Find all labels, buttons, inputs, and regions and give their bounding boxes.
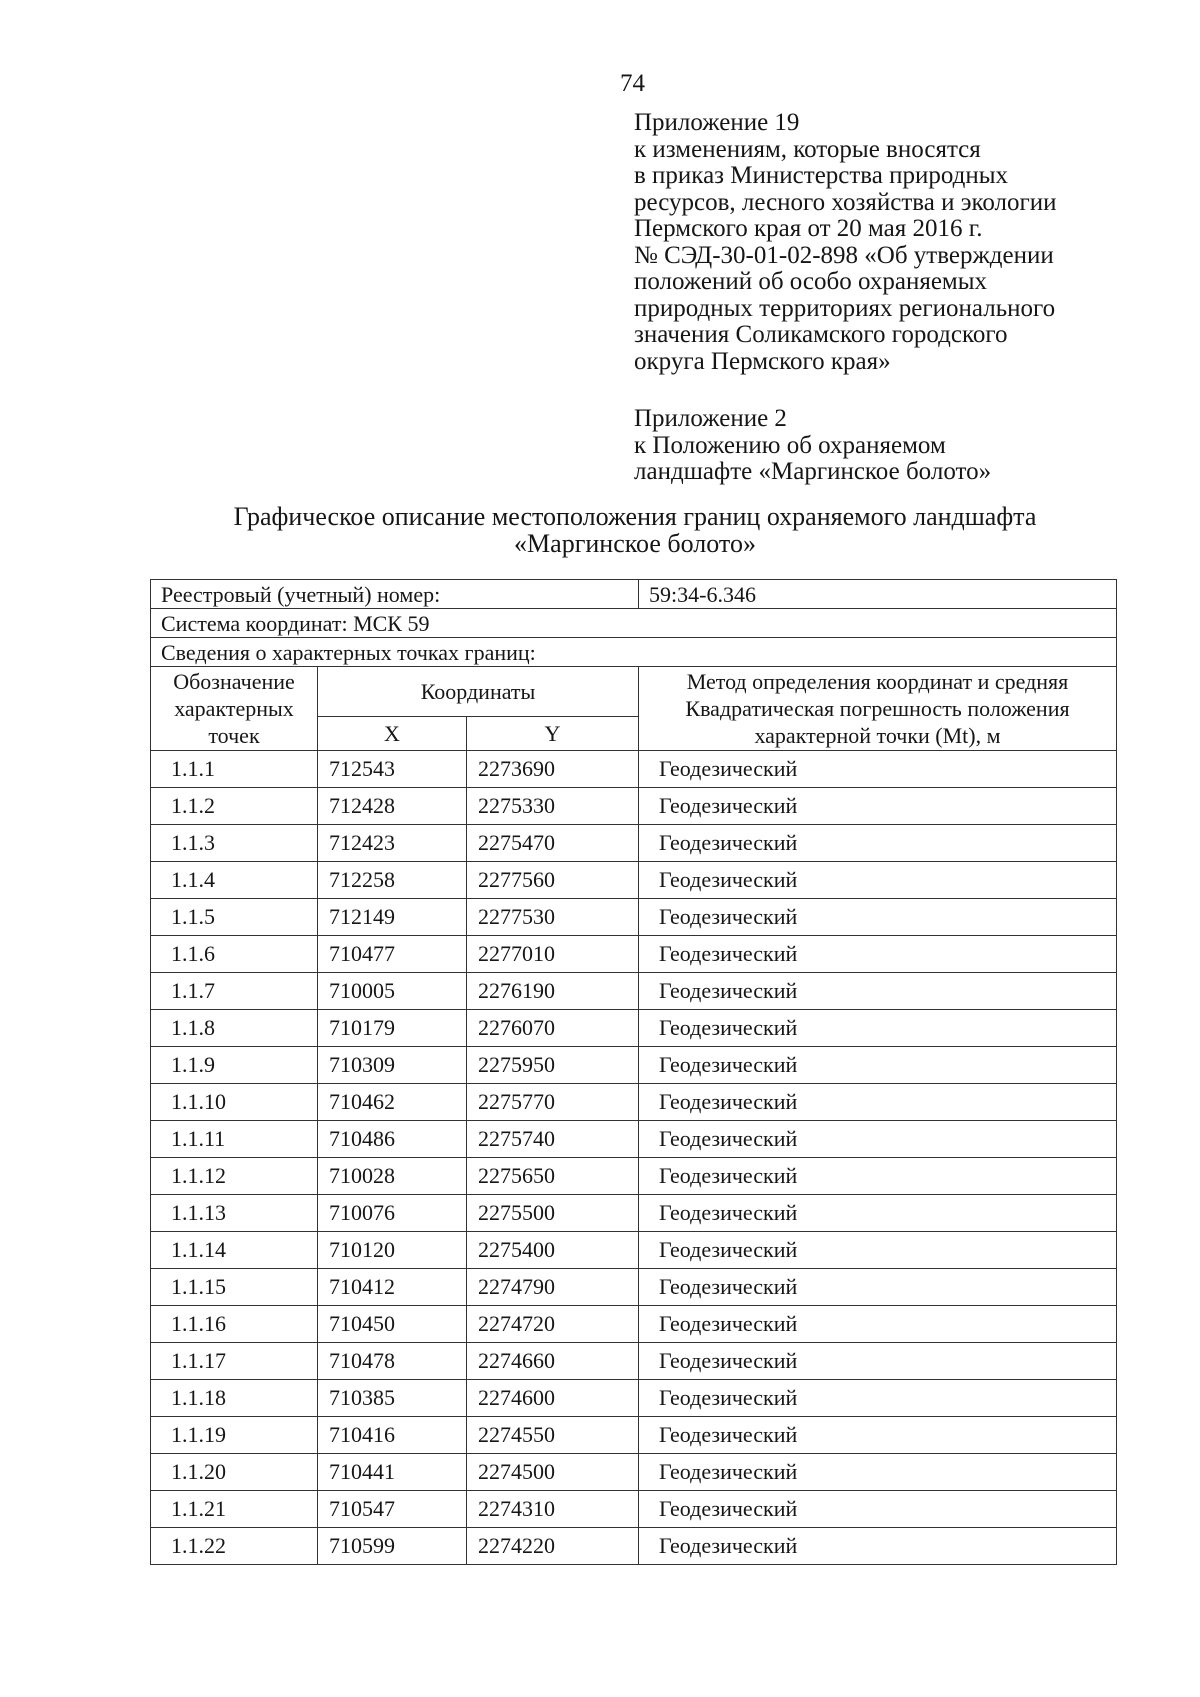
appendix-19-line: к изменениям, которые вносятся	[634, 135, 981, 163]
y-cell: 2274310	[467, 1491, 639, 1528]
coord-system-row	[151, 609, 1117, 638]
appendix-2-line: ландшафте «Маргинское болото»	[634, 458, 992, 485]
x-cell: 710028	[318, 1158, 467, 1195]
y-cell: 2274600	[467, 1380, 639, 1417]
table-row	[151, 825, 1117, 862]
header-row-1	[151, 667, 1117, 717]
appendix-19-line: № СЭД-30-01-02-898 «Об утверждении	[634, 241, 1054, 269]
method-cell: Геодезический	[639, 1306, 1117, 1343]
x-cell: 710385	[318, 1380, 467, 1417]
registry-row	[151, 580, 1117, 609]
point-cell: 1.1.6	[151, 936, 318, 973]
method-cell: Геодезический	[639, 1269, 1117, 1306]
method-cell: Геодезический	[639, 1195, 1117, 1232]
header-method	[639, 667, 1117, 751]
appendix-19-line: природных территориях регионального	[634, 294, 1056, 322]
appendix-2-header	[634, 406, 1174, 486]
point-cell: 1.1.18	[151, 1380, 318, 1417]
point-cell: 1.1.10	[151, 1084, 318, 1121]
y-cell: 2277560	[467, 862, 639, 899]
point-cell: 1.1.11	[151, 1121, 318, 1158]
y-cell: 2276070	[467, 1010, 639, 1047]
x-cell: 710450	[318, 1306, 467, 1343]
table-row	[151, 1491, 1117, 1528]
method-cell: Геодезический	[639, 1084, 1117, 1121]
point-cell: 1.1.8	[151, 1010, 318, 1047]
point-cell: 1.1.7	[151, 973, 318, 1010]
table-row	[151, 1306, 1117, 1343]
y-cell: 2275770	[467, 1084, 639, 1121]
y-cell: 2274660	[467, 1343, 639, 1380]
table-row	[151, 1343, 1117, 1380]
method-cell: Геодезический	[639, 973, 1117, 1010]
points-info: Сведения о характерных точках границ:	[151, 638, 1117, 667]
header-x: X	[318, 717, 467, 751]
header-y: Y	[467, 717, 639, 751]
method-cell: Геодезический	[639, 1047, 1117, 1084]
x-cell: 710309	[318, 1047, 467, 1084]
coord-system: Система координат: МСК 59	[151, 609, 1117, 638]
table-row	[151, 1269, 1117, 1306]
method-cell: Геодезический	[639, 899, 1117, 936]
method-cell: Геодезический	[639, 1158, 1117, 1195]
appendix-2-line: к Положению об охраняемом	[634, 431, 946, 459]
table-row	[151, 1528, 1117, 1565]
method-cell: Геодезический	[639, 1454, 1117, 1491]
header-designation	[151, 667, 318, 751]
table-row	[151, 1380, 1117, 1417]
x-cell: 710486	[318, 1121, 467, 1158]
point-cell: 1.1.14	[151, 1232, 318, 1269]
table-row	[151, 751, 1117, 788]
x-cell: 710076	[318, 1195, 467, 1232]
y-cell: 2275400	[467, 1232, 639, 1269]
y-cell: 2275500	[467, 1195, 639, 1232]
point-cell: 1.1.12	[151, 1158, 318, 1195]
x-cell: 710599	[318, 1528, 467, 1565]
y-cell: 2274220	[467, 1528, 639, 1565]
page-number: 74	[620, 70, 645, 97]
header-method-line: характерной точки (Mt), м	[754, 723, 1001, 748]
table-row	[151, 862, 1117, 899]
appendix-19-line: Пермского края от 20 мая 2016 г.	[634, 215, 983, 242]
appendix-2-line: Приложение 2	[634, 405, 787, 432]
header-designation-line: характерных	[174, 696, 294, 721]
boundary-points-table	[150, 579, 1117, 1565]
x-cell: 710120	[318, 1232, 467, 1269]
appendix-19-line: положений об особо охраняемых	[634, 268, 988, 295]
x-cell: 712149	[318, 899, 467, 936]
y-cell: 2273690	[467, 751, 639, 788]
x-cell: 712543	[318, 751, 467, 788]
point-cell: 1.1.22	[151, 1528, 318, 1565]
point-cell: 1.1.2	[151, 788, 318, 825]
method-cell: Геодезический	[639, 1232, 1117, 1269]
table-row	[151, 936, 1117, 973]
x-cell: 710005	[318, 973, 467, 1010]
point-cell: 1.1.4	[151, 862, 318, 899]
point-cell: 1.1.13	[151, 1195, 318, 1232]
x-cell: 710462	[318, 1084, 467, 1121]
x-cell: 710412	[318, 1269, 467, 1306]
y-cell: 2274500	[467, 1454, 639, 1491]
method-cell: Геодезический	[639, 751, 1117, 788]
method-cell: Геодезический	[639, 1010, 1117, 1047]
header-method-line: Квадратическая погрешность положения	[685, 696, 1070, 721]
method-cell: Геодезический	[639, 862, 1117, 899]
x-cell: 710441	[318, 1454, 467, 1491]
point-cell: 1.1.20	[151, 1454, 318, 1491]
point-cell: 1.1.19	[151, 1417, 318, 1454]
header-method-line: Метод определения координат и средняя	[686, 669, 1069, 694]
method-cell: Геодезический	[639, 936, 1117, 973]
table-row	[151, 1047, 1117, 1084]
x-cell: 710478	[318, 1343, 467, 1380]
table-row	[151, 973, 1117, 1010]
x-cell: 710416	[318, 1417, 467, 1454]
header-designation-line: Обозначение	[173, 669, 295, 694]
method-cell: Геодезический	[639, 1528, 1117, 1565]
method-cell: Геодезический	[639, 1491, 1117, 1528]
point-cell: 1.1.15	[151, 1269, 318, 1306]
method-cell: Геодезический	[639, 1417, 1117, 1454]
point-cell: 1.1.16	[151, 1306, 318, 1343]
y-cell: 2274550	[467, 1417, 639, 1454]
method-cell: Геодезический	[639, 1380, 1117, 1417]
table-row	[151, 1454, 1117, 1491]
appendix-19-line: Приложение 19	[634, 109, 800, 136]
y-cell: 2274790	[467, 1269, 639, 1306]
point-cell: 1.1.9	[151, 1047, 318, 1084]
y-cell: 2275470	[467, 825, 639, 862]
table-row	[151, 1010, 1117, 1047]
header-designation-line: точек	[208, 723, 260, 748]
method-cell: Геодезический	[639, 788, 1117, 825]
table-row	[151, 1232, 1117, 1269]
appendix-19-line: в приказ Министерства природных	[634, 162, 1009, 189]
y-cell: 2275950	[467, 1047, 639, 1084]
y-cell: 2277530	[467, 899, 639, 936]
document-title-line-2: «Маргинское болото»	[514, 529, 756, 558]
y-cell: 2274720	[467, 1306, 639, 1343]
appendix-19-line: значения Соликамского городского	[634, 321, 1008, 348]
x-cell: 712258	[318, 862, 467, 899]
document-title-line-1: Графическое описание местоположения границ охраняемого ландшафта	[233, 502, 1037, 531]
document-title	[150, 503, 1120, 557]
appendix-19-line: ресурсов, лесного хозяйства и экологии	[634, 188, 1057, 216]
table-row	[151, 1417, 1117, 1454]
table-row	[151, 788, 1117, 825]
x-cell: 710547	[318, 1491, 467, 1528]
y-cell: 2276190	[467, 973, 639, 1010]
point-cell: 1.1.5	[151, 899, 318, 936]
point-cell: 1.1.3	[151, 825, 318, 862]
y-cell: 2275740	[467, 1121, 639, 1158]
method-cell: Геодезический	[639, 1343, 1117, 1380]
method-cell: Геодезический	[639, 1121, 1117, 1158]
table-row	[151, 1121, 1117, 1158]
y-cell: 2275330	[467, 788, 639, 825]
y-cell: 2277010	[467, 936, 639, 973]
table-row	[151, 1158, 1117, 1195]
table-row	[151, 899, 1117, 936]
appendix-19-line: округа Пермского края»	[634, 347, 891, 375]
points-info-row	[151, 638, 1117, 667]
registry-label: Реестровый (учетный) номер:	[151, 580, 639, 609]
point-cell: 1.1.1	[151, 751, 318, 788]
x-cell: 710477	[318, 936, 467, 973]
registry-value: 59:34-6.346	[639, 580, 1117, 609]
y-cell: 2275650	[467, 1158, 639, 1195]
point-cell: 1.1.17	[151, 1343, 318, 1380]
header-coordinates: Координаты	[318, 667, 639, 717]
point-cell: 1.1.21	[151, 1491, 318, 1528]
table-row	[151, 1195, 1117, 1232]
x-cell: 712423	[318, 825, 467, 862]
method-cell: Геодезический	[639, 825, 1117, 862]
table-row	[151, 1084, 1117, 1121]
x-cell: 710179	[318, 1010, 467, 1047]
appendix-19-header	[634, 110, 1174, 375]
x-cell: 712428	[318, 788, 467, 825]
